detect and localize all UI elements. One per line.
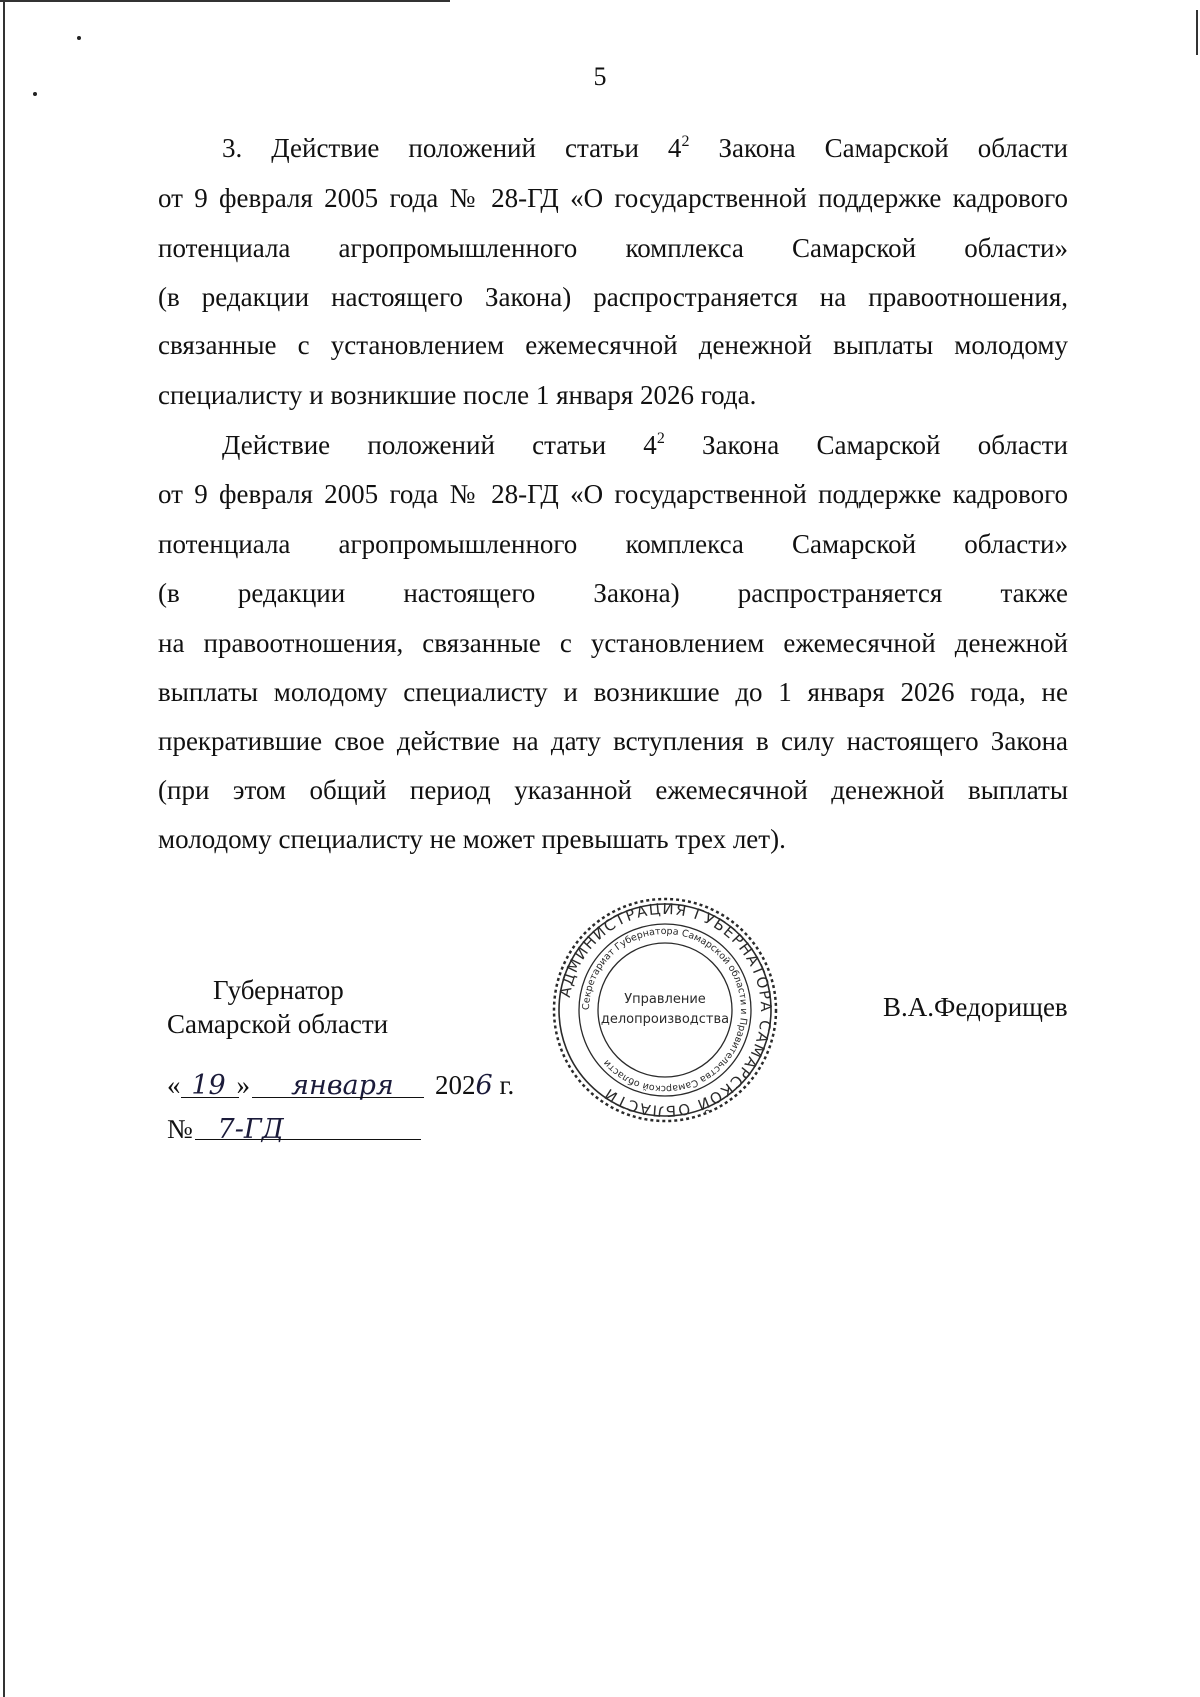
- official-stamp-seal: [550, 895, 780, 1125]
- stamp-center-line-1: Управление: [624, 992, 706, 1007]
- stamp-center-line-2: делопроизводства: [600, 1012, 730, 1027]
- paragraph-2-line-6: выплаты молодому специалисту и возникшие до 1 января 2026 года, не: [158, 677, 1068, 707]
- date-year-suffix: г.: [492, 1070, 515, 1100]
- stamp-middle-ring: [579, 924, 751, 1096]
- scan-edge-left: [3, 0, 5, 1697]
- paragraph-2-line-3: потенциала агропромышленного комплекса Самарской области»: [158, 529, 1068, 559]
- date-day-handwritten: 19: [191, 1070, 226, 1101]
- paragraph-2-line-2: от 9 февраля 2005 года № 28-ГД «О государственной поддержке кадрового: [158, 479, 1068, 509]
- paragraph-1-line-6: специалисту и возникшие после 1 января 2026 года.: [158, 380, 757, 410]
- stamp-inner-ring: [598, 943, 732, 1077]
- paragraph-1-line-4: (в редакции настоящего Закона) распространяется на правоотношения,: [158, 282, 1068, 312]
- paragraph-1-line-2: от 9 февраля 2005 года № 28-ГД «О государственной поддержке кадрового: [158, 183, 1068, 213]
- paragraph-1-line-3: потенциала агропромышленного комплекса Самарской области»: [158, 233, 1068, 263]
- stamp-inner-text: Секретариат Губернатора Самарской области и Правительства Самарской области: [580, 925, 750, 1095]
- number-line: [167, 1112, 418, 1147]
- scan-edge-top: [0, 0, 450, 2]
- governor-title-line-1: Губернатор: [213, 975, 344, 1005]
- number-label: №: [167, 1114, 193, 1144]
- scan-edge-right: [1196, 10, 1198, 55]
- paragraph-2-line-8: (при этом общий период указанной ежемесячной денежной выплаты: [158, 775, 1068, 805]
- governor-name: В.А.Федорищев: [883, 992, 1068, 1022]
- paragraph-1-line-5: связанные с установлением ежемесячной денежной выплаты молодому: [158, 330, 1068, 360]
- date-year-printed: 202: [435, 1070, 476, 1100]
- paragraph-2-line-1: Действие положений статьи $4^2$ Закона Самарской области: [222, 430, 1068, 460]
- date-quote-open: «: [167, 1070, 181, 1100]
- date-quote-close: »: [236, 1070, 250, 1100]
- stamp-outer-text: АДМИНИСТРАЦИЯ ГУБЕРНАТОРА САМАРСКОЙ ОБЛАСТИ: [555, 899, 776, 1121]
- scan-speck: [77, 36, 81, 40]
- paragraph-2-line-5: на правоотношения, связанные с установлением ежемесячной денежной: [158, 628, 1068, 658]
- date-month-handwritten: января: [291, 1070, 394, 1101]
- scan-speck: [33, 92, 37, 96]
- number-underline: [195, 1139, 421, 1140]
- paragraph-2-line-7: прекратившие свое действие на дату вступления в силу настоящего Закона: [158, 726, 1068, 756]
- paragraph-1-line-1: 3. Действие положений статьи $4^2$ Закона Самарской области: [222, 133, 1068, 163]
- date-year-handwritten: 6: [475, 1070, 493, 1101]
- date-day-underline: [181, 1097, 239, 1098]
- governor-title-line-2: Самарской области: [167, 1009, 389, 1039]
- paragraph-2-line-4: (в редакции настоящего Закона) распространяется также: [158, 578, 1068, 608]
- page-number: 5: [593, 62, 607, 91]
- law-number-handwritten: 7-ГД: [217, 1114, 284, 1145]
- paragraph-2-line-9: молодому специалисту не может превышать трех лет).: [158, 824, 786, 854]
- date-month-underline: [252, 1097, 424, 1098]
